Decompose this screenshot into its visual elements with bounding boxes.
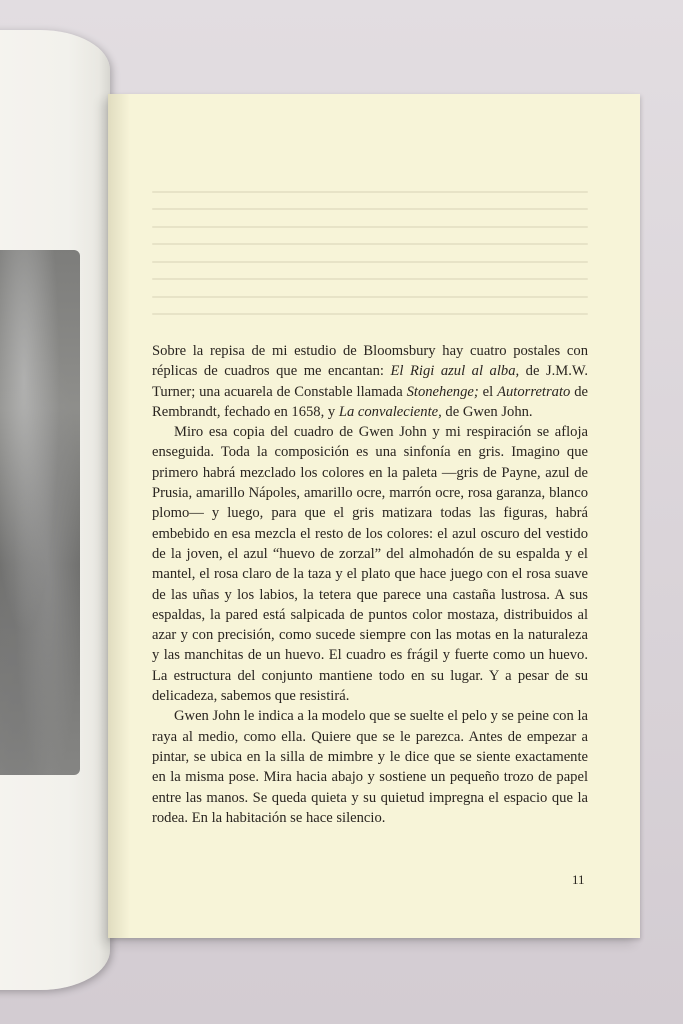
paragraph xyxy=(152,422,588,706)
italic-title: La convaleciente, xyxy=(338,403,442,420)
show-through-line xyxy=(152,296,588,298)
text-run: de Rembrandt, fechado en 1658, y xyxy=(152,383,588,420)
show-through-line xyxy=(152,191,588,193)
italic-title: Autorretrato xyxy=(497,383,571,400)
italic-title: El Rigi azul al alba, xyxy=(390,363,520,380)
page-number: 11 xyxy=(572,872,585,887)
show-through-line xyxy=(152,261,588,263)
text-run: Miro esa copia del cuadro de Gwen John y mi respiración se afloja enseguida. Toda la composición es una sinfonía en gris. Imagino que primero habrá mezclado los colores en la paleta —gris de Payne, azul de Prusia, amarillo Nápoles, amarillo ocre, marrón ocre, rosa garanza, blanco plomo— y luego, para que el gris matizara todas las figuras, habrá embebido en esa mezcla el resto de los colores: el azul oscuro del vestido de la joven, el azul “huevo de zorzal” del almohadón de su espalda y el mantel, el rosa claro de la taza y el plato que hace juego con el rosa suave de las uñas y los labios, la tetera que parece una castaña lustrosa. A sus espaldas, la pared está salpicada de puntos color mostaza, distribuidos al azar y con precisión, como sucede siempre con las motas en la naturaleza y las manchitas de un huevo. El cuadro es frágil y fuerte como un huevo. La estructura del conjunto mantiene todo en su lugar. Y a pesar de su delicadeza, sabemos que resistirá. xyxy=(152,424,588,705)
paragraph xyxy=(152,706,588,828)
italic-title: Stonehenge; xyxy=(406,383,479,400)
show-through-line xyxy=(152,278,588,280)
text-run: Sobre la repisa de mi estudio de Bloomsbury hay cuatro postales con réplicas de cuadros que me encantan: xyxy=(152,343,588,380)
paragraph xyxy=(152,341,588,422)
text-run: el xyxy=(478,383,498,400)
show-through-line xyxy=(152,226,588,228)
show-through-line xyxy=(152,208,588,210)
show-through-line xyxy=(152,313,588,315)
text-run: Gwen John le indica a la modelo que se suelte el pelo y se peine con la raya al medio, como ella. Quiere que se le parezca. Antes de empezar a pintar, se ubica en la silla de mimbre y le dice que se siente exactamente en la misma pose. Mira hacia abajo y sostiene un pequeño trozo de papel entre las manos. Se queda quieta y su quietud impregna el espacio que la rodea. En la habitación se hace silencio. xyxy=(152,708,588,826)
body-text xyxy=(152,341,588,828)
left-page-photograph xyxy=(0,250,80,775)
show-through-text xyxy=(152,175,588,340)
text-run: de Gwen John. xyxy=(441,403,533,420)
text-run: de J.M.W. Turner; una acuarela de Constable llamada xyxy=(152,363,588,400)
show-through-line xyxy=(152,243,588,245)
